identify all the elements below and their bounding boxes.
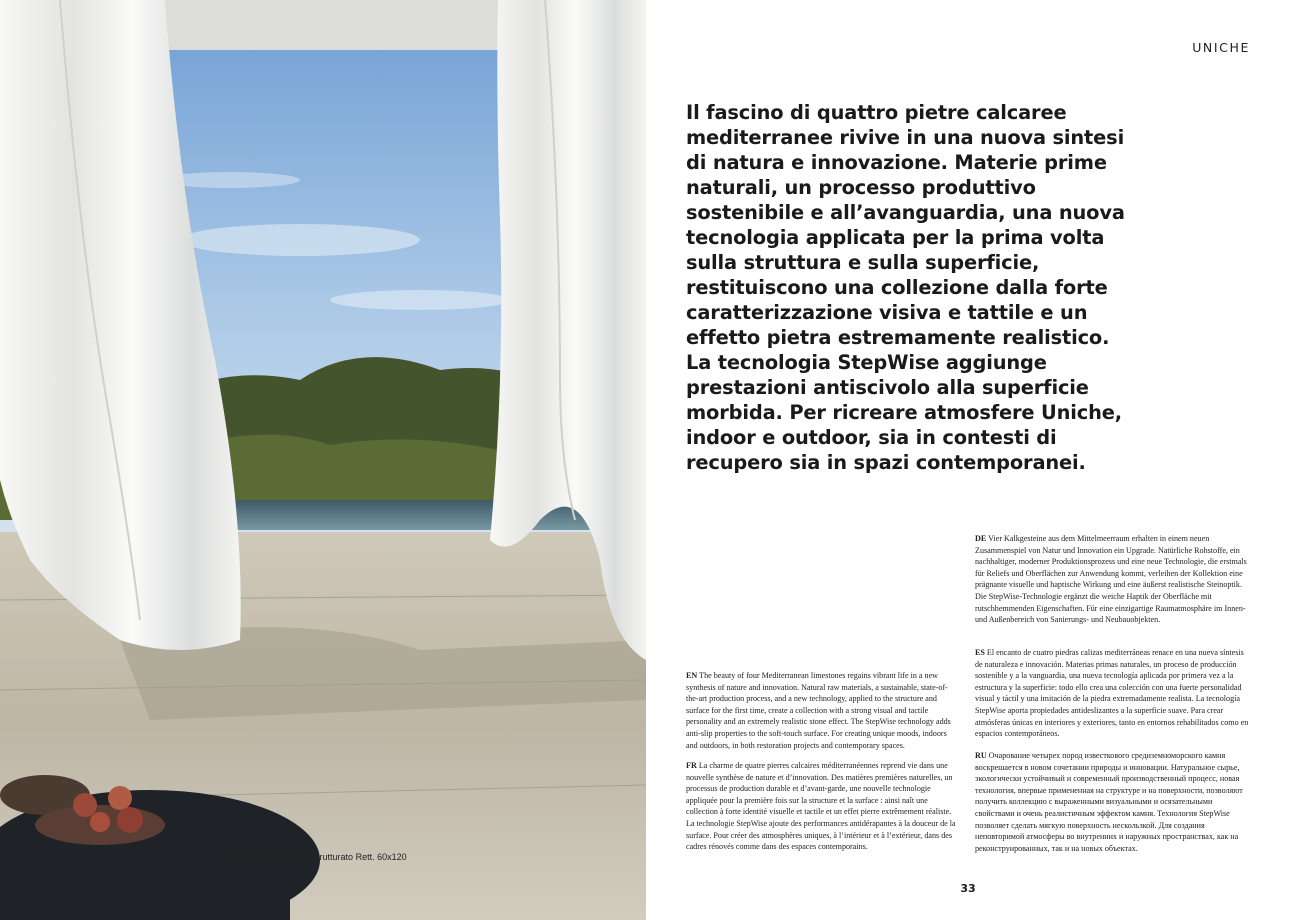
lang-code-ru: RU	[975, 751, 987, 760]
lead-paragraph: Il fascino di quattro pietre calcaree mediterranee rivive in una nuova sintesi di natura e innovazione. Materie prime naturali, un processo produttivo sostenibile e all’avanguardia, una nuova tecnologia applicata per la prima volta sulla struttura e sulla superficie, restituiscono una collezione dalla forte caratterizzazione visiva e tattile e un effetto pietra estremamente realistico. La tecnologia StepWise aggiunge prestazioni antiscivolo alla superficie morbida. Per ricreare atmosfere Uniche, indoor e outdoor, sia in contesti di recupero sia in spazi contemporanei.	[686, 101, 1125, 474]
text-ru	[975, 750, 1250, 854]
text-es-body: El encanto de cuatro piedras calizas mediterráneas renace en una nueva síntesis de naturaleza e innovación. Materias primas naturales, un proceso de producción sostenible y a la vanguardia, una nueva tecnología aplicada por primera vez a la estructura y la superficie: todo ello crea una colección con una fuerte personalidad visual y táctil y una imitación de la piedra extremadamente realista. La tecnología StepWise aporta propiedades antideslizantes a la superficie suave. Para crear atmósferas únicas en interiores y exteriores, tanto en entornos rehabilitados como en espacios contemporáneos.	[975, 648, 1249, 739]
text-fr	[686, 760, 958, 853]
text-en	[686, 670, 958, 751]
text-de	[975, 533, 1250, 626]
caption-code: M699	[227, 852, 250, 862]
text-fr-body: La charme de quatre pierres calcaires méditerranéennes reprend vie dans une nouvelle synthèse de nature et d’innovation. Des matières premières naturelles, un processus de production durable et d’avant-garde, une nouvelle technologie appliquée pour la première fois sur la structure et la surface : ainsi naît une collection à forte identité visuelle et tactile et un effet pierre extrêmement réaliste. La technologie StepWise ajoute des performances antidérapantes à la douceur de la surface. Pour créer des atmosphères uniques, à l’intérieur et à l’extérieur, dans des cadres rénovés comme dans des espaces contemporains.	[686, 761, 956, 852]
photo-caption	[227, 852, 407, 862]
lang-code-fr: FR	[686, 761, 697, 770]
lang-code-de: DE	[975, 534, 987, 543]
lang-code-en: EN	[686, 671, 698, 680]
page-number: 33	[960, 882, 976, 895]
caption-text: Uniche Ostuni Strutturato Rett. 60x120	[249, 852, 407, 862]
text-ru-body: Очарование четырех пород известкового средиземноморского камня воскрешается в новом сочетании природы и инновации. Натуральное сырье, экологически устойчивый и современный производственный процесс, новая технология, впервые примененная на структуре и на поверхности, позволяют получить коллекцию с выраженными визуальными и осязательными свойствами и очень реалистичным эффектом камня. Технология StepWise позволяет сделать мягкую поверхность нескользкой. Для создания неповторимой атмосферы во внутренних и наружных пространствах, как на реконструированных, так и на новых объектах.	[975, 751, 1243, 853]
brand-name: UNICHE	[1192, 40, 1250, 55]
lang-code-es: ES	[975, 648, 985, 657]
text-es	[975, 647, 1250, 740]
text-de-body: Vier Kalkgesteine aus dem Mittelmeerraum erhalten in einem neuen Zusammenspiel von Natur und Innovation ein Upgrade. Natürliche Rohstoffe, ein nachhaltiger, moderner Produktionsprozess und eine neue Technologie, die erstmals für Reliefs und Oberflächen zur Anwendung kommt, verleihen der Kollektion eine prägnante visuelle und haptische Wirkung und eine äußerst realistische Steinoptik. Die StepWise-Technologie ergänzt die weiche Haptik der Oberfläche mit rutschhemmenden Eigenschaften. Für eine einzigartige Raumatmosphäre im Innen- und Außenbereich von Sanierungs- und Neubauobjekten.	[975, 534, 1247, 625]
text-en-body: The beauty of four Mediterranean limestones regains vibrant life in a new synthesis of nature and innovation. Natural raw materials, a sustainable, state-of-the-art production process, and a new technology, applied to the structure and surface for the first time, create a collection with a strong visual and tactile personality and an extremely realistic stone effect. The StepWise technology adds anti-slip properties to the soft-touch surface. For creating unique moods, indoors and outdoors, in both restoration projects and contemporary spaces.	[686, 671, 951, 750]
